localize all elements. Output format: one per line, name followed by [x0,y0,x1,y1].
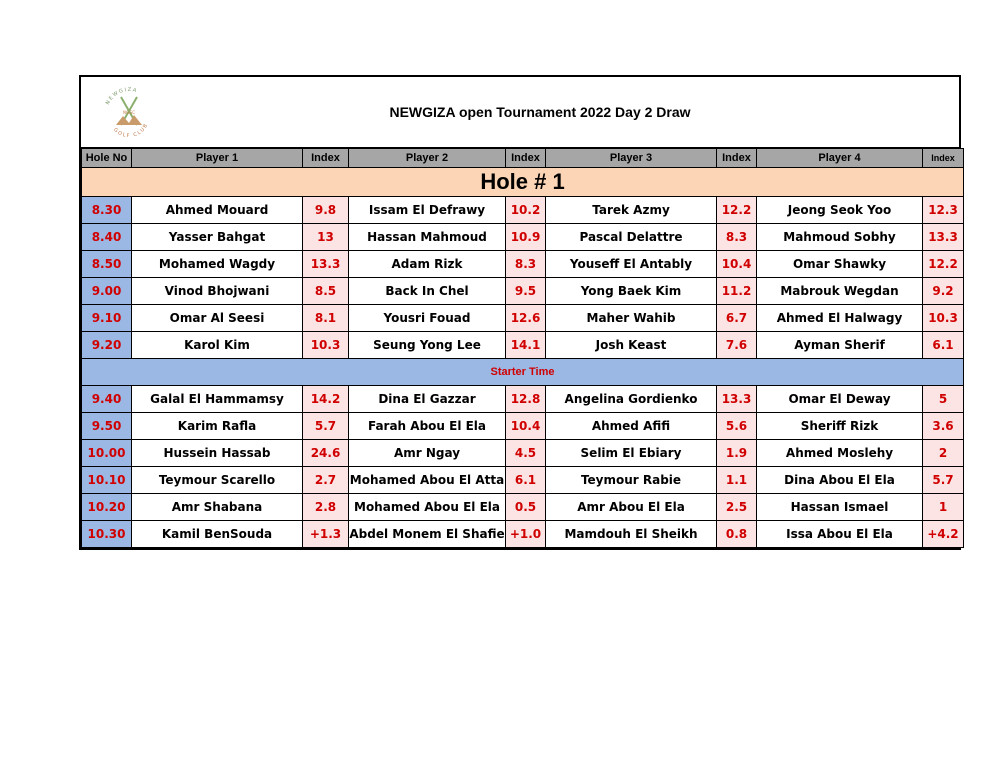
player-name-cell: Angelina Gordienko [546,386,717,413]
player-name-cell: Ahmed Mouard [132,197,303,224]
player-name-cell: Kamil BenSouda [132,521,303,548]
player-name-cell: Ayman Sherif [757,332,923,359]
player-name-cell: Mahmoud Sobhy [757,224,923,251]
player-name-cell: Yasser Bahgat [132,224,303,251]
player-name-cell: Amr Abou El Ela [546,494,717,521]
player-name-cell: Ahmed Afifi [546,413,717,440]
handicap-index-cell: 10.2 [506,197,546,224]
player-name-cell: Issam El Defrawy [349,197,506,224]
handicap-index-cell: 2.7 [303,467,349,494]
player-name-cell: Teymour Scarello [132,467,303,494]
handicap-index-cell: 8.1 [303,305,349,332]
handicap-index-cell: 13.3 [923,224,964,251]
tee-time-cell: 8.30 [82,197,132,224]
table-row [82,467,964,494]
header-index-4: Index [923,149,964,168]
player-name-cell: Maher Wahib [546,305,717,332]
handicap-index-cell: 6.1 [506,467,546,494]
player-name-cell: Tarek Azmy [546,197,717,224]
handicap-index-cell: 0.5 [506,494,546,521]
tee-time-cell: 8.40 [82,224,132,251]
tee-time-cell: 10.30 [82,521,132,548]
player-name-cell: Ahmed El Halwagy [757,305,923,332]
tee-time-cell: 10.20 [82,494,132,521]
handicap-index-cell: 8.3 [506,251,546,278]
handicap-index-cell: +1.0 [506,521,546,548]
table-row [82,251,964,278]
table-row [82,224,964,251]
handicap-index-cell: 4.5 [506,440,546,467]
handicap-index-cell: 12.6 [506,305,546,332]
svg-text:GOLF CLUB: GOLF CLUB [112,122,150,139]
table-row [82,440,964,467]
player-name-cell: Hassan Mahmoud [349,224,506,251]
handicap-index-cell: 5.7 [923,467,964,494]
player-name-cell: Yong Baek Kim [546,278,717,305]
handicap-index-cell: 2.8 [303,494,349,521]
header-player-1: Player 1 [132,149,303,168]
handicap-index-cell: 11.2 [717,278,757,305]
player-name-cell: Omar El Deway [757,386,923,413]
handicap-index-cell: 3.6 [923,413,964,440]
header-hole-no: Hole No [82,149,132,168]
page-title: NEWGIZA open Tournament 2022 Day 2 Draw [389,104,691,120]
player-name-cell: Ahmed Moslehy [757,440,923,467]
starter-time-row [82,359,964,386]
header-player-4: Player 4 [757,149,923,168]
handicap-index-cell: 10.3 [303,332,349,359]
header-row [82,149,964,168]
table-row [82,521,964,548]
handicap-index-cell: 1 [923,494,964,521]
player-name-cell: Amr Shabana [132,494,303,521]
handicap-index-cell: 6.1 [923,332,964,359]
player-name-cell: Omar Al Seesi [132,305,303,332]
handicap-index-cell: 14.1 [506,332,546,359]
tee-time-cell: 10.00 [82,440,132,467]
handicap-index-cell: 1.9 [717,440,757,467]
handicap-index-cell: 12.3 [923,197,964,224]
handicap-index-cell: 5.7 [303,413,349,440]
player-name-cell: Yousri Fouad [349,305,506,332]
starter-time-label: Starter Time [82,359,964,386]
player-name-cell: Back In Chel [349,278,506,305]
player-name-cell: Hussein Hassab [132,440,303,467]
player-name-cell: Mohamed Abou El Atta [349,467,506,494]
header-index-1: Index [303,149,349,168]
player-name-cell: Dina El Gazzar [349,386,506,413]
player-name-cell: Galal El Hammamsy [132,386,303,413]
handicap-index-cell: 12.8 [506,386,546,413]
player-name-cell: Abdel Monem El Shafie [349,521,506,548]
tee-time-cell: 9.50 [82,413,132,440]
handicap-index-cell: +4.2 [923,521,964,548]
tee-time-cell: 9.20 [82,332,132,359]
table-row [82,494,964,521]
handicap-index-cell: 9.8 [303,197,349,224]
handicap-index-cell: 9.5 [506,278,546,305]
svg-text:NGGC: NGGC [123,110,135,115]
tee-time-cell: 9.40 [82,386,132,413]
tee-time-cell: 9.10 [82,305,132,332]
draw-sheet [79,75,961,550]
handicap-index-cell: 9.2 [923,278,964,305]
player-name-cell: Teymour Rabie [546,467,717,494]
hole-row [82,168,964,197]
handicap-index-cell: 13.3 [717,386,757,413]
handicap-index-cell: 1.1 [717,467,757,494]
header-index-2: Index [506,149,546,168]
handicap-index-cell: 2.5 [717,494,757,521]
player-name-cell: Omar Shawky [757,251,923,278]
handicap-index-cell: 10.4 [506,413,546,440]
handicap-index-cell: 7.6 [717,332,757,359]
title-row [81,77,959,148]
handicap-index-cell: 12.2 [717,197,757,224]
handicap-index-cell: 10.9 [506,224,546,251]
handicap-index-cell: 6.7 [717,305,757,332]
player-name-cell: Selim El Ebiary [546,440,717,467]
handicap-index-cell: 13 [303,224,349,251]
hole-label: Hole # 1 [82,168,964,197]
player-name-cell: Amr Ngay [349,440,506,467]
player-name-cell: Dina Abou El Ela [757,467,923,494]
player-name-cell: Seung Yong Lee [349,332,506,359]
table-row [82,386,964,413]
handicap-index-cell: 14.2 [303,386,349,413]
handicap-index-cell: +1.3 [303,521,349,548]
player-name-cell: Mabrouk Wegdan [757,278,923,305]
player-name-cell: Josh Keast [546,332,717,359]
player-name-cell: Sheriff Rizk [757,413,923,440]
table-row [82,197,964,224]
handicap-index-cell: 5 [923,386,964,413]
player-name-cell: Vinod Bhojwani [132,278,303,305]
player-name-cell: Hassan Ismael [757,494,923,521]
player-name-cell: Mohamed Wagdy [132,251,303,278]
svg-text:NEWGIZA: NEWGIZA [104,86,139,106]
handicap-index-cell: 2 [923,440,964,467]
player-name-cell: Adam Rizk [349,251,506,278]
tee-time-cell: 9.00 [82,278,132,305]
handicap-index-cell: 10.3 [923,305,964,332]
header-index-3: Index [717,149,757,168]
player-name-cell: Issa Abou El Ela [757,521,923,548]
handicap-index-cell: 12.2 [923,251,964,278]
table-row [82,278,964,305]
handicap-index-cell: 10.4 [717,251,757,278]
tee-time-cell: 10.10 [82,467,132,494]
header-player-3: Player 3 [546,149,717,168]
handicap-index-cell: 13.3 [303,251,349,278]
handicap-index-cell: 8.3 [717,224,757,251]
player-name-cell: Youseff El Antably [546,251,717,278]
header-player-2: Player 2 [349,149,506,168]
player-name-cell: Mohamed Abou El Ela [349,494,506,521]
player-name-cell: Farah Abou El Ela [349,413,506,440]
handicap-index-cell: 0.8 [717,521,757,548]
player-name-cell: Mamdouh El Sheikh [546,521,717,548]
tee-time-cell: 8.50 [82,251,132,278]
handicap-index-cell: 5.6 [717,413,757,440]
handicap-index-cell: 24.6 [303,440,349,467]
table-row [82,305,964,332]
table-row [82,413,964,440]
player-name-cell: Karol Kim [132,332,303,359]
table-row [82,332,964,359]
handicap-index-cell: 8.5 [303,278,349,305]
player-name-cell: Pascal Delattre [546,224,717,251]
player-name-cell: Jeong Seok Yoo [757,197,923,224]
draw-table [81,148,964,548]
player-name-cell: Karim Rafla [132,413,303,440]
